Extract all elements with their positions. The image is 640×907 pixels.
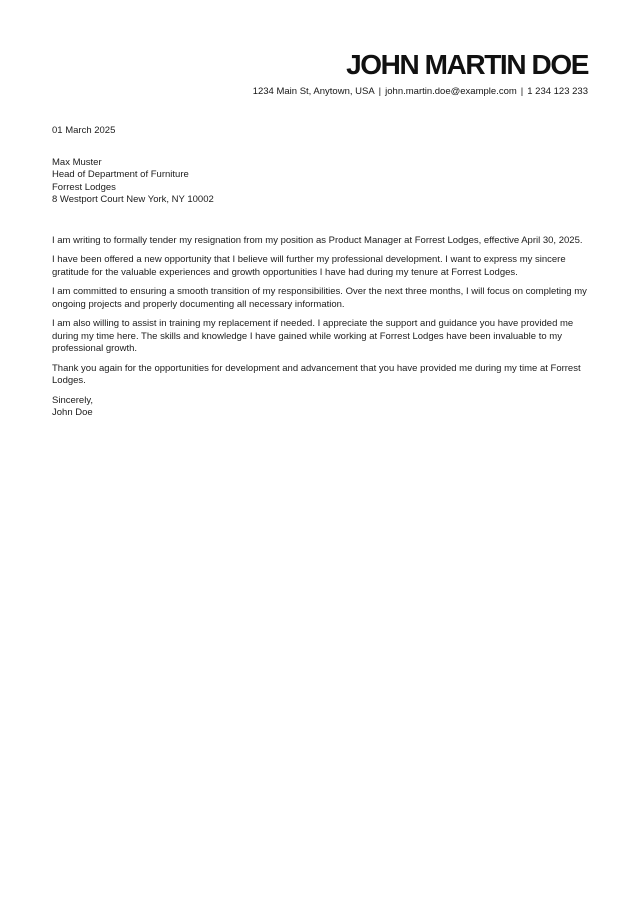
closing-block bbox=[52, 395, 588, 420]
contact-phone: 1 234 123 233 bbox=[527, 86, 588, 97]
letter-paragraph: I am writing to formally tender my resignation from my position as Product Manager at Forrest Lodges, effective April 30, 2025. bbox=[52, 234, 583, 246]
letter-paragraphs bbox=[52, 235, 588, 388]
contact-line bbox=[52, 86, 588, 99]
letter-paragraph: I have been offered a new opportunity that I believe will further my professional development. I want to express my sincere gratitude for the valuable experiences and growth opportunities I have had during my tenure at Forrest Lodges. bbox=[52, 254, 566, 278]
recipient-line: Max Muster bbox=[52, 156, 102, 168]
letter-paragraph: Thank you again for the opportunities for development and advancement that you have provided me during my time at Forrest Lodges. bbox=[52, 362, 581, 386]
recipient-line: 8 Westport Court New York, NY 10002 bbox=[52, 194, 214, 205]
contact-separator: | bbox=[378, 86, 382, 97]
recipient-line: Forrest Lodges bbox=[52, 181, 116, 193]
contact-email: john.martin.doe@example.com bbox=[385, 86, 517, 97]
letter-body bbox=[0, 125, 640, 420]
letter-header bbox=[0, 0, 640, 99]
author-name: JOHN MARTIN DOE bbox=[346, 49, 588, 80]
letter-paragraph: I am also willing to assist in training my replacement if needed. I appreciate the support and guidance you have provided me during my time here. The skills and knowledge I have gained while working at Forrest Lodges have been invaluable to my professional growth. bbox=[52, 318, 574, 354]
letter-date: 01 March 2025 bbox=[52, 125, 116, 136]
recipient-line: Head of Department of Furniture bbox=[52, 169, 189, 180]
contact-separator: | bbox=[520, 86, 524, 97]
closing-salutation: Sincerely, bbox=[52, 394, 94, 406]
letter-paragraph: I am committed to ensuring a smooth transition of my responsibilities. Over the next three months, I will focus on completing my ongoing projects and properly documenting all necessary information. bbox=[52, 286, 587, 310]
closing-signature: John Doe bbox=[52, 407, 93, 418]
contact-address: 1234 Main St, Anytown, USA bbox=[252, 86, 375, 97]
recipient-block bbox=[52, 157, 588, 207]
